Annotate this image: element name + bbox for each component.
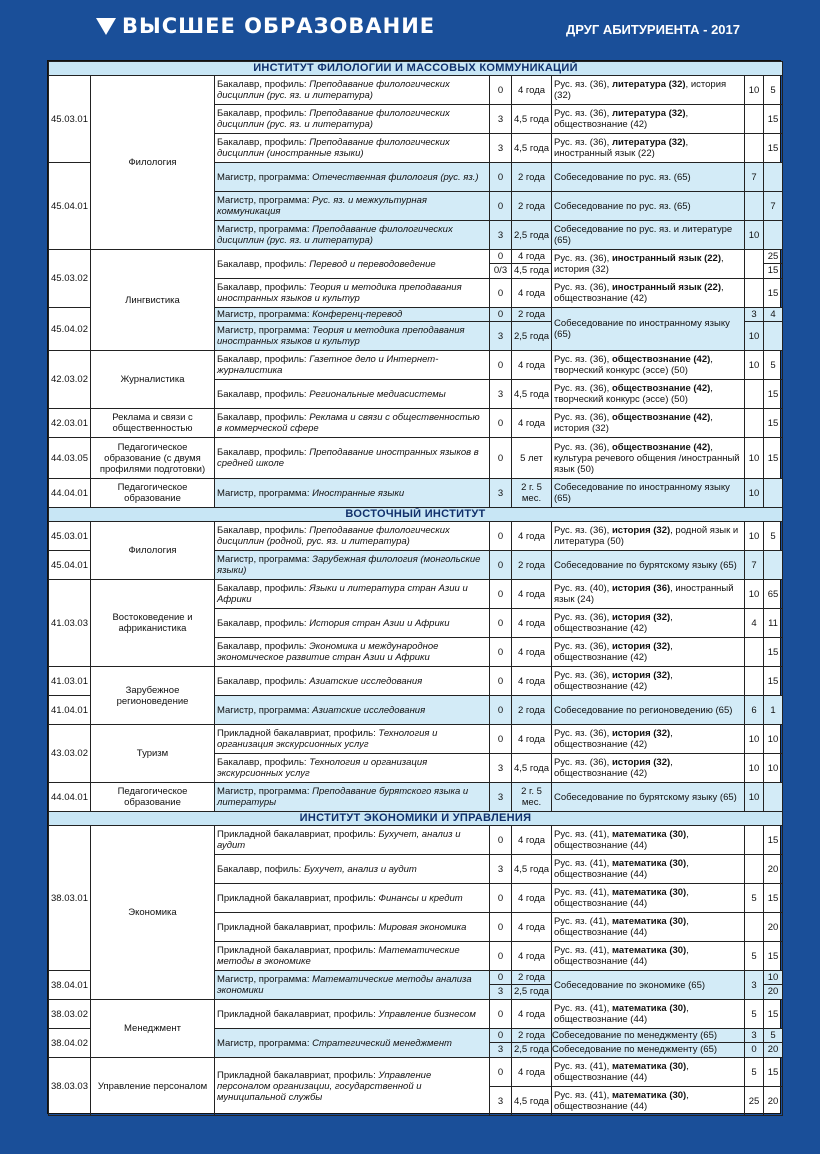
paid-flag: 0 3 [490,971,512,1000]
paid-places: 10 20 [764,971,783,1000]
paid-flag: 0 0/3 [490,250,512,279]
budget-places: 4 [745,609,764,638]
duration: 4 года [512,351,552,380]
exams-cell: Рус. яз. (36), иностранный язык (22), история (32) [552,250,745,279]
budget-places [745,913,764,942]
paid-flag: 0 [490,884,512,913]
program-cell: Магистр, программа: Теория и методика преподавания иностранных языков и культур [215,322,490,351]
exams-cell: Рус. яз. (36), история (32), обществознание (42) [552,609,745,638]
budget-places [745,638,764,667]
exams-cell: Рус. яз. (41), математика (30), обществознание (44) [552,913,745,942]
duration: 4,5 года [512,1087,552,1116]
paid-flag: 3 [490,105,512,134]
program-cell: Прикладной бакалавриат, профиль: Математические методы в экономике [215,942,490,971]
program-cell: Бакалавр, профиль: История стран Азии и Африки [215,609,490,638]
program-cell: Магистр, программа: Зарубежная филология (монгольские языки) [215,551,490,580]
exams-cell: Рус. яз. (36), история (32), обществознание (42) [552,754,745,783]
budget-places: 10 [745,438,764,479]
budget-places: 5 [745,1000,764,1029]
program-cell: Бакалавр, профиль: Реклама и связи с общественностью в коммерческой сфере [215,409,490,438]
exams-cell: Собеседование по рус. яз. (65) [552,192,745,221]
paid-places: 15 [764,134,783,163]
program-cell: Магистр, программа: Конференц-перевод [215,308,490,322]
duration: 2 года 2,5 года [512,1029,552,1058]
program-code: 44.04.01 [49,479,91,508]
program-name: Филология [91,522,215,580]
program-name: Журналистика [91,351,215,409]
paid-flag: 0 [490,725,512,754]
budget-places: 5 [745,1058,764,1087]
duration: 4 года [512,522,552,551]
budget-places: 10 [745,522,764,551]
budget-places: 5 [745,884,764,913]
table-row [49,522,783,551]
duration: 4 года [512,279,552,308]
program-name: Реклама и связи с общественностью [91,409,215,438]
paid-places: 15 [764,884,783,913]
program-name: Лингвистика [91,250,215,351]
program-cell: Бакалавр, профиль: Преподавание филологических дисциплин (иностранные языки) [215,134,490,163]
paid-places: 10 [764,725,783,754]
program-cell: Бакалавр, пофиль: Бухучет, анализ и аудит [215,855,490,884]
budget-places [745,855,764,884]
paid-flag: 0 [490,667,512,696]
budget-places: 10 [745,580,764,609]
paid-places: 15 [764,438,783,479]
paid-flag: 3 [490,479,512,508]
budget-places: 10 [745,322,764,351]
duration: 4 года [512,609,552,638]
duration: 4 года [512,826,552,855]
paid-places [764,322,783,351]
paid-places: 15 [764,1058,783,1087]
program-cell: Бакалавр, профиль: Преподавание филологических дисциплин (рус. яз. и литература) [215,76,490,105]
program-code: 42.03.02 [49,351,91,409]
paid-flag: 0 [490,942,512,971]
exams-cell: Рус. яз. (36), обществознание (42), история (32) [552,409,745,438]
program-name: Управление персоналом [91,1058,215,1116]
program-cell: Магистр, программа: Азиатские исследования [215,696,490,725]
program-code: 45.03.01 [49,76,91,163]
paid-flag: 0 [490,1058,512,1087]
paid-flag: 0 [490,163,512,192]
table-row [49,725,783,754]
paid-flag: 0 [490,609,512,638]
duration: 2 года 2,5 года [512,971,552,1000]
section-title: ИНСТИТУТ ЭКОНОМИКИ И УПРАВЛЕНИЯ [49,812,783,826]
paid-flag: 0 [490,580,512,609]
budget-places: 7 [745,551,764,580]
paid-places [764,221,783,250]
exams-cell: Рус. яз. (36), иностранный язык (22), обществознание (42) [552,279,745,308]
budget-places: 3 [745,971,764,1000]
paid-flag: 0 [490,1000,512,1029]
budget-places [745,105,764,134]
paid-flag: 0 [490,826,512,855]
paid-places: 15 [764,638,783,667]
program-cell: Бакалавр, профиль: Азиатские исследования [215,667,490,696]
paid-places: 7 [764,192,783,221]
paid-places: 25 15 [764,250,783,279]
duration: 4 года [512,638,552,667]
exams-cell: Рус. яз. (41), математика (30), обществознание (44) [552,884,745,913]
duration: 4,5 года [512,855,552,884]
paid-flag: 0 [490,696,512,725]
table-row [49,667,783,696]
paid-flag: 3 [490,134,512,163]
duration: 4,5 года [512,105,552,134]
exams-cell: Собеседование по иностранному языку (65) [552,308,745,351]
paid-flag: 3 [490,783,512,812]
paid-places [764,783,783,812]
duration: 2 года [512,308,552,322]
program-cell: Прикладной бакалавриат, профиль: Технология и организация экскурсионных услуг [215,725,490,754]
budget-places: 6 [745,696,764,725]
program-cell: Бакалавр, профиль: Преподавание иностранных языков в средней школе [215,438,490,479]
exams-cell: Рус. яз. (41), математика (30), обществознание (44) [552,1058,745,1087]
table-row [49,479,783,508]
duration: 4 года [512,76,552,105]
paid-places: 15 [764,942,783,971]
budget-places [745,134,764,163]
section-title: ВОСТОЧНЫЙ ИНСТИТУТ [49,508,783,522]
paid-places: 4 [764,308,783,322]
paid-places [764,163,783,192]
program-code: 38.03.02 [49,1000,91,1029]
paid-places: 15 [764,667,783,696]
exams-cell: Рус. яз. (36), история (32), родной язык и литература (50) [552,522,745,551]
exams-cell: Собеседование по менеджменту (65) Собеседование по менеджменту (65) [552,1029,745,1058]
paid-places: 11 [764,609,783,638]
section-header-row [49,812,783,826]
exams-cell: Рус. яз. (41), математика (30), обществознание (44) [552,855,745,884]
exams-cell: Рус. яз. (41), математика (30), обществознание (44) [552,942,745,971]
exams-cell: Рус. яз. (41), математика (30), обществознание (44) [552,1000,745,1029]
duration: 4 года [512,580,552,609]
budget-places [745,380,764,409]
admission-table [48,61,783,1116]
exams-cell: Рус. яз. (36), история (32), обществознание (42) [552,638,745,667]
duration: 4 года 4,5 года [512,250,552,279]
program-name: Туризм [91,725,215,783]
paid-places: 20 [764,855,783,884]
program-cell: Бакалавр, профиль: Региональные медиасистемы [215,380,490,409]
duration: 4 года [512,409,552,438]
duration: 4 года [512,884,552,913]
paid-flag: 0 [490,409,512,438]
paid-places [764,479,783,508]
program-cell: Бакалавр, профиль: Преподавание филологических дисциплин (родной, рус. яз. и литература) [215,522,490,551]
program-name: Экономика [91,826,215,1000]
paid-places: 15 [764,279,783,308]
program-cell: Магистр, программа: Преподавание бурятского языка и литературы [215,783,490,812]
program-cell: Магистр, программа: Преподавание филологических дисциплин (рус. яз. и литература) [215,221,490,250]
footer-strip [0,1116,820,1154]
budget-places: 10 [745,351,764,380]
paid-flag: 0 [490,638,512,667]
program-code: 42.03.01 [49,409,91,438]
program-cell: Бакалавр, профиль: Теория и методика преподавания иностранных языков и культур [215,279,490,308]
exams-cell: Рус. яз. (36), обществознание (42), творческий конкурс (эссе) (50) [552,351,745,380]
program-code: 38.04.02 [49,1029,91,1058]
page-title: ВЫСШЕЕ ОБРАЗОВАНИЕ [122,14,436,38]
table-row [49,250,783,279]
program-cell: Прикладной бакалавриат, профиль: Финансы и кредит [215,884,490,913]
paid-places [764,551,783,580]
budget-places: 3 0 [745,1029,764,1058]
table-row [49,409,783,438]
duration: 4,5 года [512,134,552,163]
duration: 4 года [512,913,552,942]
paid-flag: 0 [490,913,512,942]
duration: 4,5 года [512,380,552,409]
paid-places: 1 [764,696,783,725]
duration: 2,5 года [512,221,552,250]
paid-places: 10 [764,754,783,783]
program-cell: Магистр, программа: Стратегический менеджмент [215,1029,490,1058]
exams-cell: Рус. яз. (36), история (32), обществознание (42) [552,667,745,696]
exams-cell: Собеседование по бурятскому языку (65) [552,551,745,580]
budget-places [745,826,764,855]
budget-places [745,192,764,221]
exams-cell: Собеседование по регионоведению (65) [552,696,745,725]
paid-places: 15 [764,105,783,134]
paid-places: 20 [764,913,783,942]
paid-places: 20 [764,1087,783,1116]
budget-places [745,409,764,438]
budget-places [745,667,764,696]
program-cell: Бакалавр, профиль: Технология и организация экскурсионных услуг [215,754,490,783]
exams-cell: Собеседование по экономике (65) [552,971,745,1000]
paid-flag: 0 [490,438,512,479]
duration: 5 лет [512,438,552,479]
budget-places: 5 [745,942,764,971]
program-name: Педагогическое образование [91,479,215,508]
exams-cell: Рус. яз. (40), история (36), иностранный язык (24) [552,580,745,609]
program-cell: Магистр, программа: Иностранные языки [215,479,490,508]
budget-places: 10 [745,221,764,250]
duration: 2 г. 5 мес. [512,479,552,508]
paid-flag: 0 [490,522,512,551]
section-header-row [49,508,783,522]
duration: 4 года [512,725,552,754]
table-row [49,438,783,479]
program-cell: Прикладной бакалавриат, профиль: Бухучет, анализ и аудит [215,826,490,855]
duration: 2,5 года [512,322,552,351]
budget-places: 7 [745,163,764,192]
budget-places: 10 [745,783,764,812]
paid-flag: 0 [490,76,512,105]
exams-cell: Собеседование по рус. яз. и литературе (65) [552,221,745,250]
program-cell: Бакалавр, профиль: Газетное дело и Интернет-журналистика [215,351,490,380]
paid-places: 15 [764,826,783,855]
program-code: 41.03.01 [49,667,91,696]
table-row [49,783,783,812]
program-cell: Магистр, программа: Рус. яз. и межкультурная коммуникация [215,192,490,221]
duration: 2 года [512,163,552,192]
exams-cell: Рус. яз. (36), литература (32), иностранный язык (22) [552,134,745,163]
program-name: Филология [91,76,215,250]
exams-cell: Рус. яз. (36), обществознание (42), культура речевого общения /иностранный язык (50) [552,438,745,479]
paid-flag: 0 [490,351,512,380]
table-row [49,580,783,609]
program-code: 38.04.01 [49,971,91,1000]
paid-flag: 0 [490,551,512,580]
program-cell: Бакалавр, профиль: Экономика и международное экономическое развитие стран Азии и Африки [215,638,490,667]
program-cell: Магистр, программа: Отечественная филология (рус. яз.) [215,163,490,192]
exams-cell: Собеседование по рус. яз. (65) [552,163,745,192]
budget-places: 25 [745,1087,764,1116]
paid-flag: 3 [490,855,512,884]
exams-cell: Рус. яз. (36), литература (32), история (32) [552,76,745,105]
duration: 4 года [512,1058,552,1087]
program-code: 45.04.01 [49,551,91,580]
exams-cell: Собеседование по бурятскому языку (65) [552,783,745,812]
exams-cell: Рус. яз. (41), математика (30), обществознание (44) [552,826,745,855]
program-code: 38.03.03 [49,1058,91,1116]
page-header [0,0,820,58]
exams-cell: Рус. яз. (41), математика (30), обществознание (44) [552,1087,745,1116]
duration: 4 года [512,942,552,971]
paid-flag: 0 [490,279,512,308]
budget-places [745,250,764,279]
program-name: Педагогическое образование [91,783,215,812]
table-row [49,76,783,105]
program-cell: Бакалавр, профиль: Языки и литература стран Азии и Африки [215,580,490,609]
table-row [49,1058,783,1087]
program-cell: Прикладной бакалавриат, профиль: Управление бизнесом [215,1000,490,1029]
paid-places: 5 [764,351,783,380]
program-cell: Магистр, программа: Математические методы анализа экономики [215,971,490,1000]
duration: 4 года [512,667,552,696]
budget-places: 3 [745,308,764,322]
paid-flag: 3 [490,380,512,409]
duration: 2 года [512,192,552,221]
paid-flag: 3 [490,322,512,351]
admission-table-sheet [47,60,781,1114]
paid-flag: 0 [490,308,512,322]
budget-places: 10 [745,754,764,783]
program-code: 45.04.01 [49,163,91,250]
program-cell: Прикладной бакалавриат, профиль: Управление персоналом организации, государственной и муниципальной службы [215,1058,490,1116]
program-cell: Бакалавр, профиль: Перевод и переводоведение [215,250,490,279]
program-code: 41.03.03 [49,580,91,667]
duration: 2 года [512,551,552,580]
program-cell: Бакалавр, профиль: Преподавание филологических дисциплин (рус. яз. и литература) [215,105,490,134]
paid-flag: 0 3 [490,1029,512,1058]
program-code: 45.03.02 [49,250,91,308]
paid-places: 5 [764,76,783,105]
program-name: Педагогическое образование (с двумя профилями подготовки) [91,438,215,479]
budget-places [745,279,764,308]
table-row [49,826,783,855]
duration: 2 года [512,696,552,725]
table-row [49,351,783,380]
program-code: 41.04.01 [49,696,91,725]
paid-flag: 3 [490,221,512,250]
program-code: 45.03.01 [49,522,91,551]
program-code: 44.03.05 [49,438,91,479]
paid-places: 65 [764,580,783,609]
table-row [49,1000,783,1029]
exams-cell: Собеседование по иностранному языку (65) [552,479,745,508]
duration: 4 года [512,1000,552,1029]
program-code: 44.04.01 [49,783,91,812]
budget-places: 10 [745,76,764,105]
exams-cell: Рус. яз. (36), литература (32), обществознание (42) [552,105,745,134]
exams-cell: Рус. яз. (36), история (32), обществознание (42) [552,725,745,754]
publication-title: ДРУГ АБИТУРИЕНТА - 2017 [566,22,740,37]
paid-flag: 0 [490,192,512,221]
program-cell: Прикладной бакалавриат, профиль: Мировая экономика [215,913,490,942]
paid-places: 5 20 [764,1029,783,1058]
paid-places: 15 [764,380,783,409]
program-name: Зарубежное регионоведение [91,667,215,725]
program-code: 43.03.02 [49,725,91,783]
program-name: Менеджмент [91,1000,215,1058]
program-code: 45.04.02 [49,308,91,351]
budget-places: 10 [745,725,764,754]
paid-flag: 3 [490,1087,512,1116]
section-header-row [49,62,783,76]
paid-places: 5 [764,522,783,551]
paid-flag: 3 [490,754,512,783]
paid-places: 15 [764,409,783,438]
duration: 2 г. 5 мес. [512,783,552,812]
exams-cell: Рус. яз. (36), обществознание (42), творческий конкурс (эссе) (50) [552,380,745,409]
program-code: 38.03.01 [49,826,91,971]
paid-places: 15 [764,1000,783,1029]
budget-places: 10 [745,479,764,508]
section-title: ИНСТИТУТ ФИЛОЛОГИИ И МАССОВЫХ КОММУНИКАЦИЙ [49,62,783,76]
program-name: Востоковедение и африканистика [91,580,215,667]
duration: 4,5 года [512,754,552,783]
